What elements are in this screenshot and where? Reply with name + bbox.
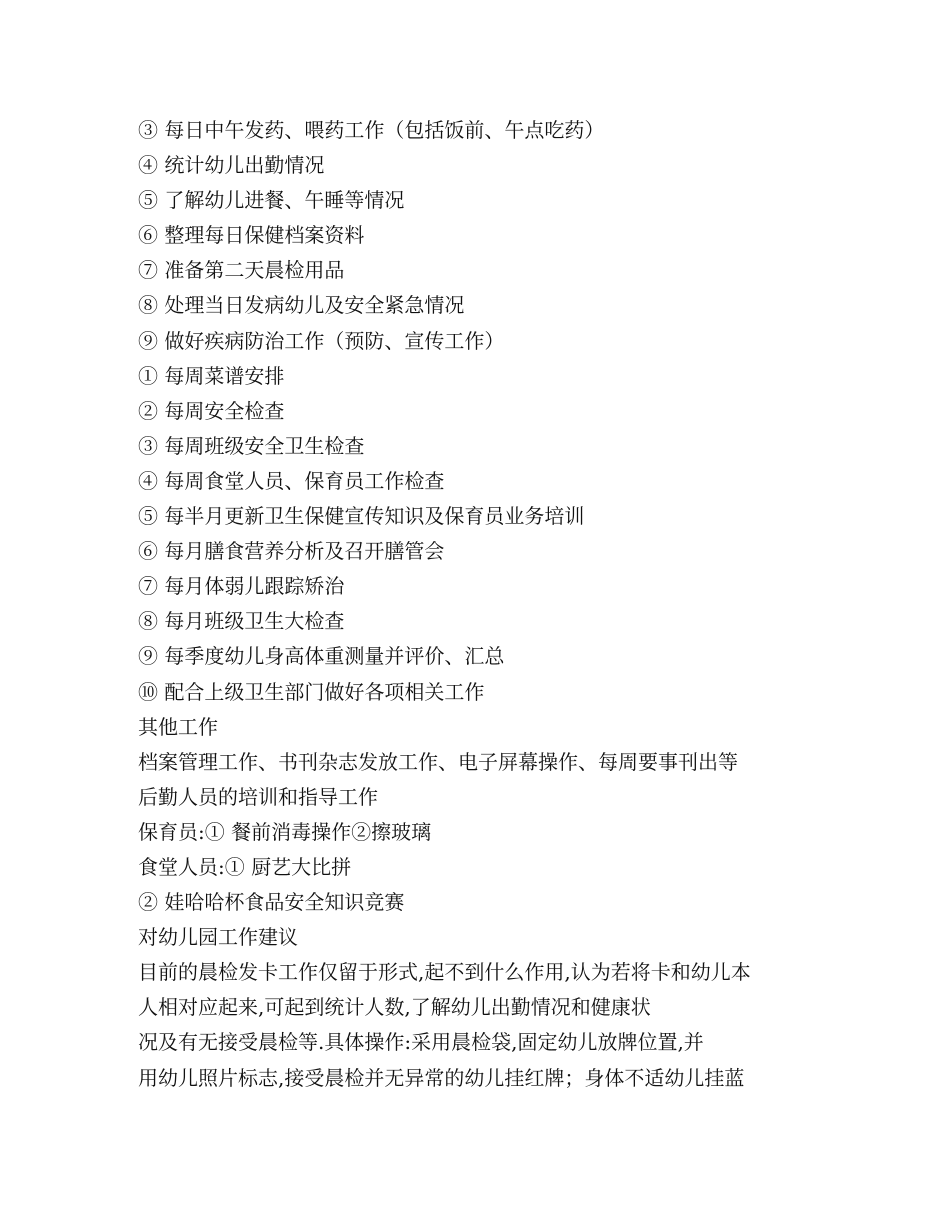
daily-item-5: ⑤ 了解幼儿进餐、午睡等情况 xyxy=(138,188,405,213)
periodic-item-1: ① 每周菜谱安排 xyxy=(138,363,285,388)
periodic-item-2: ② 每周安全检查 xyxy=(138,398,285,423)
daily-item-3: ③ 每日中午发药、喂药工作（包括饭前、午点吃药） xyxy=(138,118,605,142)
suggestion-paragraph-line-1: 目前的晨检发卡工作仅留于形式,起不到什么作用,认为若将卡和幼儿本 xyxy=(138,960,751,985)
daily-item-8: ⑧ 处理当日发病幼儿及安全紧急情况 xyxy=(138,293,465,318)
section-heading-suggestions: 对幼儿园工作建议 xyxy=(138,925,298,950)
daily-item-7: ⑦ 准备第二天晨检用品 xyxy=(138,258,345,283)
other-work-text: 档案管理工作、书刊杂志发放工作、电子屏幕操作、每周要事刊出等 xyxy=(138,749,738,774)
training-heading: 后勤人员的培训和指导工作 xyxy=(138,784,378,809)
periodic-item-4: ④ 每周食堂人员、保育员工作检查 xyxy=(138,468,445,493)
periodic-item-9: ⑨ 每季度幼儿身高体重测量并评价、汇总 xyxy=(138,644,505,669)
suggestion-paragraph-line-3: 况及有无接受晨检等.具体操作:采用晨检袋,固定幼儿放牌位置,并 xyxy=(138,1030,704,1055)
daily-item-4: ④ 统计幼儿出勤情况 xyxy=(138,153,325,178)
training-caregivers: 保育员:① 餐前消毒操作②擦玻璃 xyxy=(138,819,432,844)
daily-item-9: ⑨ 做好疾病防治工作（预防、宣传工作） xyxy=(138,328,505,353)
document-page xyxy=(138,113,838,1096)
daily-item-6: ⑥ 整理每日保健档案资料 xyxy=(138,223,365,248)
periodic-item-10: ⑩ 配合上级卫生部门做好各项相关工作 xyxy=(138,679,485,704)
periodic-item-7: ⑦ 每月体弱儿跟踪矫治 xyxy=(138,574,345,599)
training-canteen-staff: 食堂人员:① 厨艺大比拼 xyxy=(138,854,352,879)
periodic-item-5: ⑤ 每半月更新卫生保健宣传知识及保育员业务培训 xyxy=(138,504,585,529)
suggestion-paragraph-line-4: 用幼儿照片标志,接受晨检并无异常的幼儿挂红牌；身体不适幼儿挂蓝 xyxy=(138,1065,745,1090)
section-heading-other-work: 其他工作 xyxy=(138,714,218,739)
training-food-safety-contest: ② 娃哈哈杯食品安全知识竞赛 xyxy=(138,890,405,915)
periodic-item-3: ③ 每周班级安全卫生检查 xyxy=(138,433,365,458)
periodic-item-8: ⑧ 每月班级卫生大检查 xyxy=(138,609,345,634)
suggestion-paragraph-line-2: 人相对应起来,可起到统计人数,了解幼儿出勤情况和健康状 xyxy=(138,995,651,1020)
periodic-item-6: ⑥ 每月膳食营养分析及召开膳管会 xyxy=(138,539,445,564)
